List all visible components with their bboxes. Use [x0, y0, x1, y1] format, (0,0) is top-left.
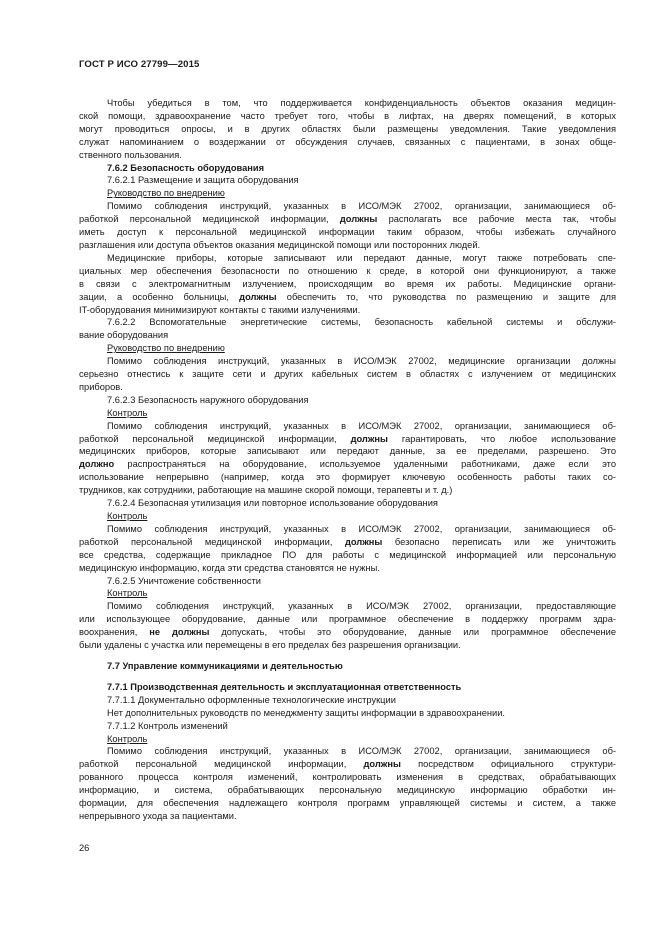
text-line: медицинскую информацию, когда эти средства становятся не нужны.	[79, 562, 380, 573]
text-line: вание оборудования	[79, 330, 169, 341]
text-line: работкой персональной медицинской информации, должны безопасно переписать или же уничтожить	[79, 536, 616, 547]
subsection-heading-7-6-2-4: 7.6.2.4 Безопасная утилизация или повторное использование оборудования	[107, 498, 438, 509]
text-line: разглашения или доступа объектов оказания медицинской помощи или посторонних людей.	[79, 239, 481, 250]
paragraph-7-6-2-2	[79, 355, 616, 394]
section-heading-7-7: 7.7 Управление коммуникациями и деятельностью	[107, 660, 343, 671]
control-label: Контроль	[107, 407, 148, 418]
text-line: использование непрерывно (например, когда это формирует ключевую особенность работы таких со-	[79, 472, 616, 483]
text-line: были удалены с участка или перемещены в его пределах без разрешения организации.	[79, 640, 461, 651]
text-line: ской помощи, здравоохранение часто требует того, чтобы в лифтах, на дверях помещений, в которых	[79, 110, 616, 121]
text-line: Помимо соблюдения инструкций, указанных в ИСО/МЭК 27002, организации, занимающиеся об-	[107, 420, 616, 431]
paragraph-7-6-2-1	[79, 200, 616, 252]
text-line: иметь доступ к персональной медицинской информации таким образом, чтобы избежать случайного	[79, 227, 616, 238]
text-line: формации, для обеспечения надлежащего контроля программ управляющей системы и систем, а также	[79, 798, 616, 809]
text-line: зации, а особенно больницы, должны обеспечить то, что руководства по размещению и защите для	[79, 291, 616, 302]
text-line: серьезно отнестись к защите сети и других кабельных систем в областях с излучением от медицинских	[79, 369, 616, 380]
page-number: 26	[79, 843, 90, 853]
text-line: информацию, и система, обрабатывающих персональную медицинскую информацию обработки ин-	[79, 785, 616, 796]
text-line: Помимо соблюдения инструкций, указанных в ИСО/МЭК 27002, организации, занимающиеся об-	[107, 746, 616, 757]
guidance-label: Руководство по внедрению	[107, 188, 225, 199]
text-line: рованного процесса контроля изменений, контролировать изменения в средствах, обрабатывающих	[79, 772, 616, 783]
text-line: все средства, содержащие прикладное ПО для работы с медицинской информацией или персональную	[79, 549, 616, 560]
paragraph-7-6-2-3	[79, 420, 616, 497]
text-line: циальных мер обеспечения безопасности по отношению к среде, в которой они функционируют, а также	[79, 265, 616, 276]
text-line: или использующее оборудование, данные или программное обеспечение в поддержку программ здра-	[79, 614, 616, 625]
subsection-heading-7-6-2-3: 7.6.2.3 Безопасность наружного оборудования	[107, 394, 309, 405]
text-line: 7.6.2.2 Вспомогательные энергетические системы, безопасность кабельной системы и обслужи-	[107, 317, 616, 328]
text-line: непрерывного ухода за пациентами.	[79, 810, 237, 821]
text-line: Помимо соблюдения инструкций, указанных в ИСО/МЭК 27002, организации, предоставляющие	[107, 601, 616, 612]
text-line: служат напоминанием о воздержании от обсуждения случаев, связанных с пациентами, в зонах обще-	[79, 136, 616, 147]
text-line: могут проводиться опросы, и в других областях были размещены уведомления. Такие уведомления	[79, 123, 616, 134]
page-body	[79, 97, 616, 823]
paragraph-7-7-1-1: Нет дополнительных руководств по менеджменту защиты информации в здравоохранении.	[107, 707, 505, 718]
subsection-heading-7-7-1-2: 7.7.1.2 Контроль изменений	[107, 720, 228, 731]
text-line: IT-оборудования минимизируют контакты с такими излучениями.	[79, 304, 361, 315]
paragraph-7-7-1-2	[79, 745, 616, 822]
paragraph-7-6-2-5	[79, 600, 616, 652]
document-header: ГОСТ Р ИСО 27799—2015	[79, 59, 200, 70]
section-heading-7-7-1: 7.7.1 Производственная деятельность и эксплуатационная ответственность	[107, 681, 462, 692]
text-line: ственного пользования.	[79, 149, 182, 160]
text-line: работкой персональной медицинской информации, должны посредством официального структури-	[79, 759, 616, 770]
intro-paragraph	[79, 97, 616, 162]
text-line: трудников, как сотрудники, работающие на машине скорой помощи, терапевты и т. д.)	[79, 485, 453, 496]
paragraph-medical-devices	[79, 252, 616, 317]
text-line: должно распространяться на оборудование, используемое удаленными работниками, даже если это	[79, 459, 616, 470]
control-label: Контроль	[107, 733, 148, 744]
control-label: Контроль	[107, 511, 148, 521]
text-line: приборов.	[79, 381, 123, 392]
text-line: Медицинские приборы, которые записывают или передают данные, могут также потребовать спе-	[107, 252, 616, 263]
text-line: Помимо соблюдения инструкций, указанных в ИСО/МЭК 27002, организации, занимающиеся об-	[107, 201, 616, 212]
subsection-heading-7-6-2-1: 7.6.2.1 Размещение и защита оборудования	[107, 175, 299, 186]
section-heading-7-6-2: 7.6.2 Безопасность оборудования	[107, 162, 265, 173]
paragraph-7-6-2-4	[79, 523, 616, 575]
text-line: воохранения, не должны допускать, чтобы это оборудование, данные или программное обеспечение	[79, 627, 616, 638]
text-line: Помимо соблюдения инструкций, указанных в ИСО/МЭК 27002, организации, занимающиеся об-	[107, 523, 616, 534]
text-line: Чтобы убедиться в том, что поддерживается конфиденциальность объектов оказания медицин-	[107, 98, 616, 108]
text-line: работкой персональной медицинской информации, должны располагать все рабочие места так, чтобы	[79, 214, 616, 225]
text-line: в связи с электромагнитным излучением, происходящим во время их работы. Медицинские органи-	[79, 278, 616, 289]
control-label: Контроль	[107, 588, 148, 599]
text-line: работкой персональной медицинской информации, должны гарантировать, что любое использование	[79, 433, 617, 444]
text-line: Помимо соблюдения инструкций, указанных в ИСО/МЭК 27002, медицинские организации должны	[107, 356, 616, 367]
subsection-heading-7-7-1-1: 7.7.1.1 Документально оформленные технологические инструкции	[107, 694, 396, 705]
subsection-heading-7-6-2-2	[79, 316, 616, 342]
text-line: медицинских приборов, которые записывают или передают данные, за ее пределами, разрешено. Это	[79, 446, 616, 457]
guidance-label: Руководство по внедрению	[107, 343, 225, 354]
subsection-heading-7-6-2-5: 7.6.2.5 Уничтожение собственности	[107, 575, 261, 586]
